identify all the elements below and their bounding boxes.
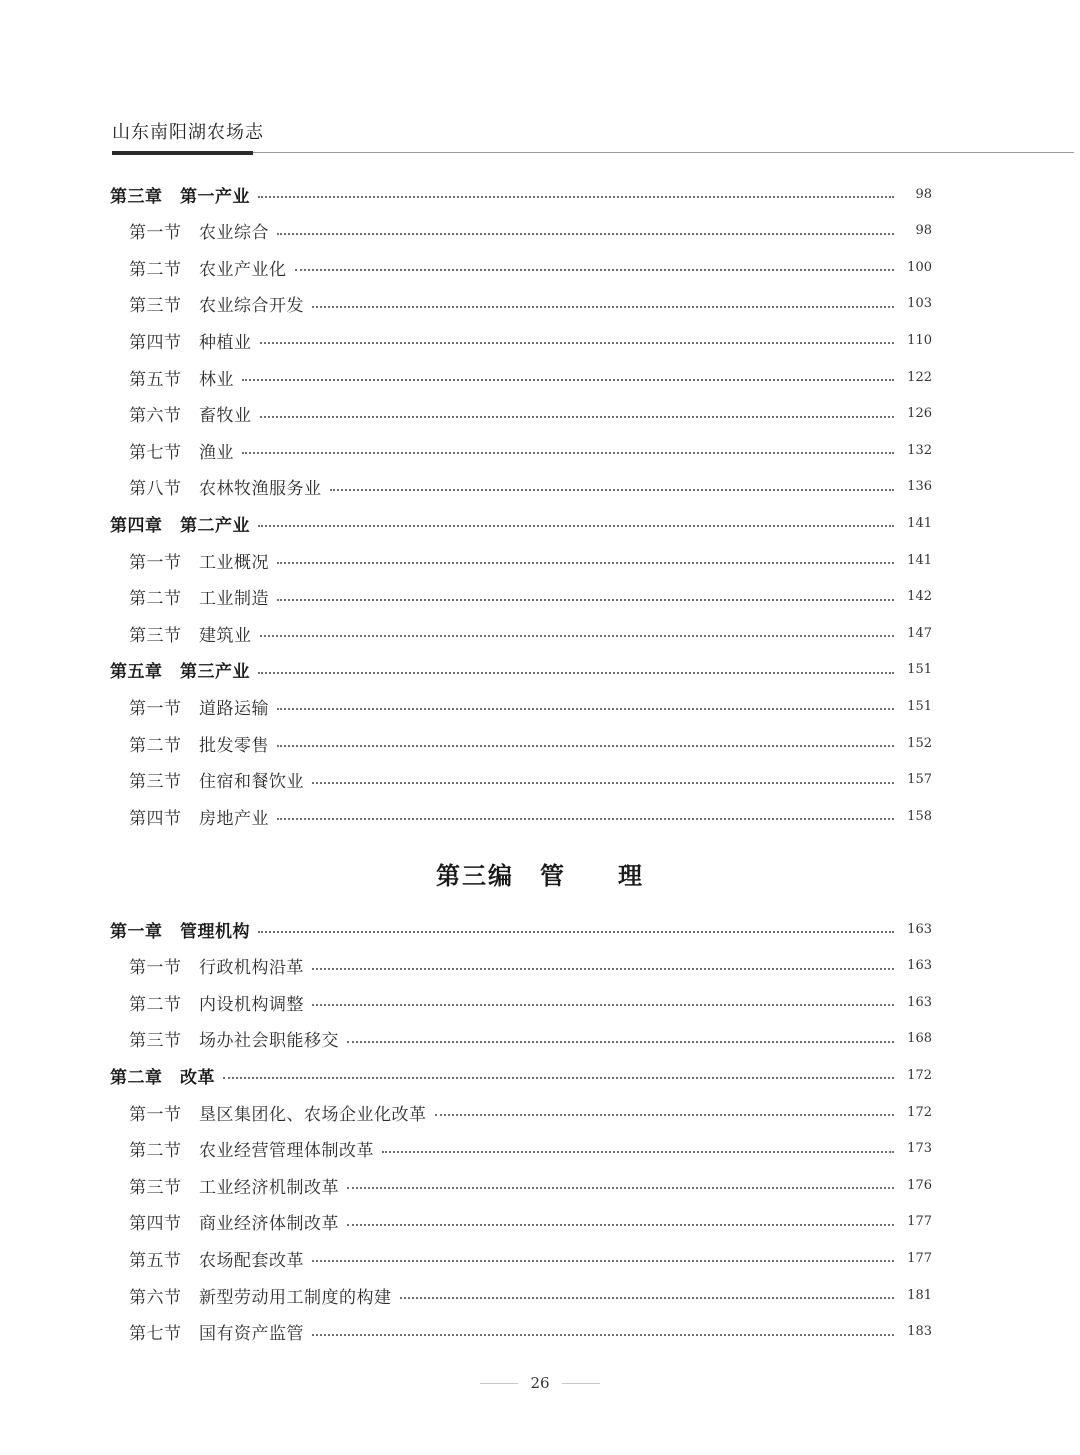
toc-entry-page: 132 [907,442,932,458]
toc-chapter-entry[interactable] [110,1061,932,1089]
toc-entry-label: 第七节 渔业 [129,442,234,463]
toc-entry-page: 110 [907,332,932,348]
toc-section-entry[interactable] [110,1318,932,1346]
header-rule-accent [112,151,253,155]
toc-entry-page: 163 [907,921,932,937]
toc-entry-page: 103 [907,296,932,312]
footer-line-left [480,1383,518,1384]
toc-section-entry[interactable] [110,326,932,354]
toc-entry-label: 第一节 农业综合 [129,223,269,244]
toc-section-entry[interactable] [110,802,932,830]
toc-section-entry[interactable] [110,253,932,281]
dot-leader [258,672,894,674]
dot-leader [277,562,894,564]
dot-leader [312,1334,894,1336]
toc-entry-label: 第二节 批发零售 [129,735,269,756]
part-title: 第三编 管 理 [436,861,644,890]
toc-entry-label: 第二节 内设机构调整 [129,994,304,1015]
toc-entry-label: 第二章 改革 [110,1067,215,1088]
toc-entry-label: 第二节 农业产业化 [129,259,287,280]
toc-section-entry[interactable] [110,1098,932,1126]
dot-leader [258,931,894,933]
toc-entry-label: 第三节 住宿和餐饮业 [129,772,304,793]
toc-entry-label: 第二节 工业制造 [129,589,269,610]
toc-entry-page: 168 [907,1031,932,1047]
dot-leader [312,968,894,970]
dot-leader [277,708,894,710]
dot-leader [295,269,895,271]
toc-entry-page: 126 [907,406,932,422]
toc-entry-page: 98 [915,186,932,202]
toc-entry-page: 177 [907,1214,932,1230]
toc-section-entry[interactable] [110,729,932,757]
dot-leader [277,599,894,601]
toc-entry-label: 第七节 国有资产监管 [129,1324,304,1345]
toc-entry-label: 第五节 林业 [129,369,234,390]
toc-entry-page: 142 [907,589,932,605]
dot-leader [400,1297,895,1299]
toc-entry-page: 176 [907,1177,932,1193]
dot-leader [312,1260,894,1262]
dot-leader [277,745,894,747]
dot-leader [258,525,894,527]
dot-leader [347,1224,894,1226]
toc-section-entry[interactable] [110,952,932,980]
dot-leader [260,635,895,637]
dot-leader [347,1041,894,1043]
dot-leader [312,782,894,784]
footer-line-right [562,1383,600,1384]
dot-leader [347,1187,894,1189]
toc-entry-label: 第三节 工业经济机制改革 [129,1177,339,1198]
dot-leader [382,1151,894,1153]
toc-entry-page: 173 [907,1141,932,1157]
dot-leader [312,1004,894,1006]
toc-chapter-entry[interactable] [110,180,932,208]
toc-entry-page: 151 [907,662,932,678]
dot-leader [435,1114,895,1116]
dot-leader [277,233,894,235]
toc-entry-page: 98 [915,223,932,239]
toc-chapter-entry[interactable] [110,509,932,537]
toc-entry-page: 152 [907,735,932,751]
toc-section-entry[interactable] [110,363,932,391]
dot-leader [223,1077,894,1079]
toc-entry-label: 第六节 新型劳动用工制度的构建 [129,1287,392,1308]
dot-leader [277,818,894,820]
dot-leader [258,196,894,198]
toc-entry-label: 第八节 农林牧渔服务业 [129,479,322,500]
toc-entry-label: 第一章 管理机构 [110,921,250,942]
toc-entry-page: 136 [907,479,932,495]
toc-entry-page: 147 [907,625,932,641]
header-rule [112,152,1074,153]
toc-entry-page: 181 [907,1287,932,1303]
toc-entry-label: 第六节 畜牧业 [129,406,252,427]
toc-entry-label: 第五节 农场配套改革 [129,1250,304,1271]
dot-leader [330,489,895,491]
toc-entry-label: 第三节 建筑业 [129,625,252,646]
toc-entry-page: 158 [907,808,932,824]
toc-section-entry[interactable] [110,546,932,574]
dot-leader [242,379,894,381]
toc-entry-label: 第三节 农业综合开发 [129,296,304,317]
toc-section-entry[interactable] [110,1171,932,1199]
dot-leader [260,416,895,418]
toc-entry-label: 第四节 种植业 [129,332,252,353]
toc-entry-label: 第一节 垦区集团化、农场企业化改革 [129,1104,427,1125]
toc-entry-page: 163 [907,994,932,1010]
toc-section-entry[interactable] [110,1281,932,1309]
toc-entry-label: 第四节 商业经济体制改革 [129,1214,339,1235]
toc-section-entry[interactable] [110,1244,932,1272]
toc-section-entry[interactable] [110,1208,932,1236]
toc-entry-page: 177 [907,1250,932,1266]
toc-entry-label: 第四节 房地产业 [129,808,269,829]
toc-section-entry[interactable] [110,400,932,428]
toc-section-entry[interactable] [110,290,932,318]
toc-entry-page: 122 [907,369,932,385]
toc-entry-label: 第四章 第二产业 [110,515,250,536]
toc-entry-label: 第二节 农业经营管理体制改革 [129,1141,374,1162]
toc-entry-page: 141 [907,515,932,531]
dot-leader [260,342,895,344]
toc-section-entry[interactable] [110,692,932,720]
toc-entry-page: 172 [907,1104,932,1120]
running-header: 山东南阳湖农场志 [112,122,264,143]
toc-section-entry[interactable] [110,473,932,501]
toc-entry-label: 第一节 道路运输 [129,698,269,719]
toc-entry-label: 第五章 第三产业 [110,662,250,683]
dot-leader [312,306,894,308]
toc-section-entry[interactable] [110,1025,932,1053]
toc-section-entry[interactable] [110,1135,932,1163]
toc-section-entry[interactable] [110,988,932,1016]
toc-section-entry[interactable] [110,436,932,464]
toc-entry-page: 157 [907,772,932,788]
page-footer [0,1374,1080,1392]
page-number: 26 [530,1374,550,1392]
toc-entry-page: 100 [907,259,932,275]
toc-chapter-entry[interactable] [110,656,932,684]
toc-entry-page: 183 [907,1324,932,1340]
toc-entry-label: 第三章 第一产业 [110,186,250,207]
toc-entry-label: 第一节 工业概况 [129,552,269,573]
toc-entry-page: 172 [907,1067,932,1083]
toc-section-entry[interactable] [110,619,932,647]
toc-entry-page: 151 [907,698,932,714]
toc-section-entry[interactable] [110,766,932,794]
dot-leader [242,452,894,454]
toc-section-entry[interactable] [110,583,932,611]
toc-entry-page: 163 [907,958,932,974]
toc-chapter-entry[interactable] [110,915,932,943]
toc-entry-page: 141 [907,552,932,568]
toc-section-entry[interactable] [110,217,932,245]
toc-entry-label: 第三节 场办社会职能移交 [129,1031,339,1052]
toc-entry-label: 第一节 行政机构沿革 [129,958,304,979]
